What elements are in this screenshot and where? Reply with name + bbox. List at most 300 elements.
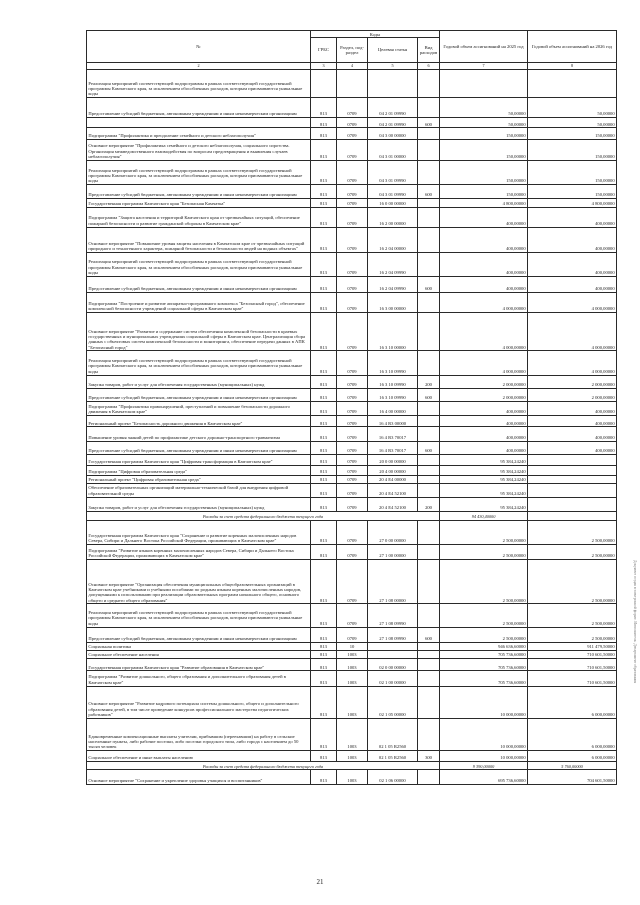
row-grbs: 813 (311, 252, 337, 276)
amount-2026 (528, 69, 617, 97)
document-page (86, 30, 616, 785)
amount-2026: 6 000,00000 (528, 686, 617, 718)
index-cell: 4 (337, 62, 368, 69)
row-target-article: 02 0 00 00000 (368, 659, 418, 671)
row-name: Основное мероприятие "Организация обеспечения муниципальных общеобразовательных организаций в Камчатском крае учебниками и учебными пособиями по родным языкам коренных малочисленных народов, допущенными к использованию при реализации образовательных программ начального общего, основного общего и среднего общего образования" (87, 560, 311, 604)
row-grbs: 813 (311, 604, 337, 627)
amount-2025: 400,00000 (440, 276, 528, 292)
row-target-article: 02 1 05 R2560 (368, 718, 418, 750)
row-grbs: 813 (311, 427, 337, 441)
row-name: Подпрограмма "Развитие языков коренных малочисленных народов Севера, Сибири и Дальнего Востока Российской Федерации, проживающих в Камчатском крае" (87, 545, 311, 560)
row-target-article: 02 1 00 00000 (368, 671, 418, 686)
row-expense-type (418, 520, 440, 544)
amount-2025: 95 384,24240 (440, 484, 528, 497)
row-razdel: 0709 (337, 484, 368, 497)
index-cell: 3 (311, 62, 337, 69)
row-name: Предоставление субсидий бюджетным, автономным учреждениям и иным некоммерческим организациям (87, 276, 311, 292)
table-row (87, 118, 617, 128)
row-razdel: 0709 (337, 252, 368, 276)
row-grbs: 813 (311, 118, 337, 128)
row-target-article: 16 3 10 09990 (368, 351, 418, 375)
amount-2025: 400,00000 (440, 427, 528, 441)
amount-2026: 4 000,00000 (528, 293, 617, 313)
row-target-article: 16 0 00 00000 (368, 199, 418, 208)
row-expense-type (418, 686, 440, 718)
header-codes: Коды (311, 31, 440, 38)
amount-2025: 95 384,24240 (440, 476, 528, 484)
row-expense-type (418, 252, 440, 276)
amount-2026: 2 500,00000 (528, 560, 617, 604)
row-expense-type (418, 642, 440, 650)
amount-2025: 695 736,60000 (440, 770, 528, 784)
amount-2025: 50,00000 (440, 98, 528, 118)
row-razdel: 0709 (337, 208, 368, 227)
amount-2025: 150,00000 (440, 184, 528, 198)
row-expense-type (418, 651, 440, 659)
row-grbs: 813 (311, 671, 337, 686)
table-row (87, 252, 617, 276)
row-name: Социальное обеспечение и иные выплаты населению (87, 750, 311, 761)
row-expense-type (418, 484, 440, 497)
row-expense-type (418, 199, 440, 208)
amount-2026: 2 000,00000 (528, 375, 617, 388)
amount-2025: 4 000,00000 (440, 313, 528, 351)
row-name: Подпрограмма "Развитие дошкольного, общего образования и дополнительного образования детей в Камчатском крае" (87, 671, 311, 686)
row-razdel: 10 (337, 642, 368, 650)
table-row (87, 441, 617, 454)
row-target-article: 16 2 00 00000 (368, 208, 418, 227)
row-name: Единовременные компенсационные выплаты учителям, прибывшим (переехавшим) на работу в сельские населенные пункты, либо рабочие поселки, либо поселки городского типа, либо города с населением до 50 тысяч человек (87, 718, 311, 750)
row-grbs: 813 (311, 208, 337, 227)
amount-2025: 150,00000 (440, 128, 528, 139)
page-number: 21 (316, 878, 324, 886)
budget-table (86, 30, 617, 785)
amount-2026 (528, 454, 617, 465)
row-razdel: 0709 (337, 545, 368, 560)
table-row (87, 128, 617, 139)
amount-2026: 710 601,50000 (528, 651, 617, 659)
row-name: Государственная программа Камчатского края "Развитие образования в Камчатском крае" (87, 659, 311, 671)
row-expense-type (418, 160, 440, 184)
row-name: Закупка товаров, работ и услуг для обеспечения государственных (муниципальных) нужд (87, 497, 311, 511)
table-row (87, 686, 617, 718)
amount-2025: 2 500,00000 (440, 604, 528, 627)
amount-2026: 4 000,00000 (528, 313, 617, 351)
amount-2026: 50,00000 (528, 118, 617, 128)
row-name: Реализация мероприятий соответствующей подпрограммы в рамках соответствующей государственной программы Камчатского края, за исключением обособленных расходов, которым присваиваются уникальные коды (87, 252, 311, 276)
row-grbs: 813 (311, 375, 337, 388)
amount-2025: 95 384,24240 (440, 454, 528, 465)
row-grbs: 813 (311, 484, 337, 497)
amount-2025: 150,00000 (440, 139, 528, 160)
row-razdel: 0709 (337, 160, 368, 184)
header-2025: Годовой объем ассигнований на 2025 год (440, 31, 528, 63)
row-expense-type: 300 (418, 750, 440, 761)
row-razdel (337, 69, 368, 97)
row-razdel: 1003 (337, 651, 368, 659)
amount-2025: 2 500,00000 (440, 560, 528, 604)
amount-2025: 400,00000 (440, 227, 528, 252)
row-grbs: 813 (311, 642, 337, 650)
row-grbs: 813 (311, 545, 337, 560)
amount-2026: 400,00000 (528, 441, 617, 454)
row-target-article: 16 2 04 09990 (368, 276, 418, 292)
row-expense-type (418, 351, 440, 375)
table-row (87, 497, 617, 511)
amount-2025: 94 430,40000 (440, 511, 528, 520)
row-razdel: 1003 (337, 659, 368, 671)
row-expense-type: 600 (418, 388, 440, 401)
row-target-article: 02 1 05 00000 (368, 686, 418, 718)
row-name: Региональный проект "Безопасность дорожного движения в Камчатском крае" (87, 416, 311, 427)
row-target-article: 04 3 00 00000 (368, 128, 418, 139)
table-row (87, 642, 617, 650)
amount-2025: 10 000,00000 (440, 686, 528, 718)
row-name: Основное мероприятие "Профилактика семейного и детского неблагополучия, социального сиротства. Организация межведомственного взаимодействия по вопросам предотвращения и выявления случаев неблагополучия" (87, 139, 311, 160)
row-grbs (311, 69, 337, 97)
table-row (87, 313, 617, 351)
row-razdel: 0709 (337, 497, 368, 511)
row-target-article: 20 4 E4 00000 (368, 476, 418, 484)
amount-2025: 4 800,00000 (440, 199, 528, 208)
row-grbs: 813 (311, 476, 337, 484)
amount-2025: 9 390,00000 (440, 762, 528, 770)
row-name: Реализация мероприятий соответствующей подпрограммы в рамках соответствующей государственной программы Камчатского края, за исключением обособленных расходов, которым присваиваются уникальные коды (87, 160, 311, 184)
row-razdel: 1003 (337, 770, 368, 784)
amount-2026: 150,00000 (528, 128, 617, 139)
table-row (87, 199, 617, 208)
row-expense-type: 200 (418, 497, 440, 511)
row-grbs: 813 (311, 560, 337, 604)
index-cell: 7 (440, 62, 528, 69)
table-row (87, 227, 617, 252)
amount-2026: 710 601,50000 (528, 659, 617, 671)
amount-2025: 95 384,24240 (440, 465, 528, 475)
row-target-article: 20 4 00 00000 (368, 465, 418, 475)
amount-2026: 4 000,00000 (528, 351, 617, 375)
row-grbs: 813 (311, 351, 337, 375)
row-razdel: 0709 (337, 139, 368, 160)
table-row (87, 671, 617, 686)
row-target-article: 16 3 10 09990 (368, 388, 418, 401)
amount-2026: 400,00000 (528, 427, 617, 441)
row-target-article (368, 642, 418, 650)
row-name: Предоставление субсидий бюджетным, автономным учреждениям и иным некоммерческим организациям (87, 184, 311, 198)
margin-note: Документ создан в электронной форме. Исполнитель: Департамент образования (633, 560, 637, 684)
row-target-article: 16 4 R3 00000 (368, 416, 418, 427)
header-razdel: Раздел, под-раздел (337, 38, 368, 62)
table-index-row (87, 62, 617, 69)
row-name: Закупка товаров, работ и услуг для обеспечения государственных (муниципальных) нужд (87, 375, 311, 388)
row-name: Подпрограмма "Защита населения и территорий Камчатского края от чрезвычайных ситуаций, обеспечение пожарной безопасности и развитие гражданской обороны в Камчатском крае" (87, 208, 311, 227)
amount-2026: 710 601,50000 (528, 671, 617, 686)
row-grbs: 813 (311, 184, 337, 198)
row-grbs: 813 (311, 402, 337, 416)
row-name: Государственная программа Камчатского края "Цифровая трансформация в Камчатском крае" (87, 454, 311, 465)
amount-2025: 2 500,00000 (440, 627, 528, 642)
row-grbs: 813 (311, 520, 337, 544)
amount-2026: 150,00000 (528, 184, 617, 198)
header-vr: Вид расходов (418, 38, 440, 62)
row-name: Предоставление субсидий бюджетным, автономным учреждениям и иным некоммерческим организациям (87, 98, 311, 118)
amount-2026 (528, 476, 617, 484)
amount-2025: 400,00000 (440, 208, 528, 227)
amount-2026: 400,00000 (528, 208, 617, 227)
table-row (87, 454, 617, 465)
row-target-article: 27 0 00 00000 (368, 520, 418, 544)
row-razdel: 0709 (337, 441, 368, 454)
row-expense-type (418, 313, 440, 351)
amount-2026: 400,00000 (528, 252, 617, 276)
row-target-article: 16 4 R3 70017 (368, 441, 418, 454)
row-razdel: 0709 (337, 227, 368, 252)
funding-note-text: Расходы за счет средств федерального бюджета текущего года (87, 762, 440, 770)
row-target-article: 27 1 00 00000 (368, 545, 418, 560)
amount-2025: 2 500,00000 (440, 520, 528, 544)
amount-2025: 400,00000 (440, 402, 528, 416)
table-row (87, 402, 617, 416)
row-razdel: 0709 (337, 351, 368, 375)
row-grbs: 813 (311, 454, 337, 465)
table-row (87, 416, 617, 427)
row-target-article: 27 1 08 09990 (368, 627, 418, 642)
row-grbs: 813 (311, 388, 337, 401)
row-razdel: 1003 (337, 686, 368, 718)
row-name: Основное мероприятие "Повышение уровня защиты населения в Камчатском крае от чрезвычайных ситуаций природного и техногенного характера, пожарной безопасности и безопасности людей на водных объектах" (87, 227, 311, 252)
row-name: Подпрограмма "Профилактика правонарушений, преступлений и повышение безопасности дорожного движения в Камчатском крае" (87, 402, 311, 416)
row-grbs: 813 (311, 651, 337, 659)
row-target-article: 27 1 08 00000 (368, 560, 418, 604)
row-expense-type (418, 69, 440, 97)
table-row (87, 208, 617, 227)
amount-2025: 50,00000 (440, 118, 528, 128)
row-razdel: 0709 (337, 520, 368, 544)
row-razdel: 0709 (337, 184, 368, 198)
row-expense-type (418, 659, 440, 671)
amount-2026: 911 479,50000 (528, 642, 617, 650)
row-grbs: 813 (311, 441, 337, 454)
row-expense-type: 600 (418, 441, 440, 454)
row-expense-type (418, 671, 440, 686)
row-expense-type (418, 139, 440, 160)
row-grbs: 813 (311, 128, 337, 139)
table-row (87, 465, 617, 475)
row-target-article: 27 1 08 09990 (368, 604, 418, 627)
row-razdel: 0709 (337, 118, 368, 128)
amount-2026: 400,00000 (528, 276, 617, 292)
table-row (87, 718, 617, 750)
row-name: Предоставление субсидий бюджетным, автономным учреждениям и иным некоммерческим организациям (87, 388, 311, 401)
row-name: Основное мероприятие "Развитие кадрового потенциала системы дошкольного, общего и дополнительного образования детей, в том числе проведение конкурсов профессионального мастерства педагогических работников" (87, 686, 311, 718)
row-razdel: 0709 (337, 98, 368, 118)
table-header-row-1 (87, 31, 617, 38)
table-row (87, 750, 617, 761)
row-expense-type (418, 128, 440, 139)
row-grbs: 813 (311, 227, 337, 252)
row-target-article: 16 4 R3 70017 (368, 427, 418, 441)
amount-2025: 150,00000 (440, 160, 528, 184)
row-grbs: 813 (311, 770, 337, 784)
header-grbs: ГРБС (311, 38, 337, 62)
row-name: Реализация мероприятий соответствующей подпрограммы в рамках соответствующей государственной программы Камчатского края, за исключением обособленных расходов, которым присваиваются уникальные коды (87, 351, 311, 375)
amount-2026 (528, 484, 617, 497)
header-cst: Целевая статья (368, 38, 418, 62)
row-razdel: 0709 (337, 375, 368, 388)
row-expense-type (418, 718, 440, 750)
row-target-article: 04 3 01 09990 (368, 160, 418, 184)
row-razdel: 0709 (337, 465, 368, 475)
row-name: Предоставление субсидий бюджетным, автономным учреждениям и иным некоммерческим организациям (87, 441, 311, 454)
amount-2026: 50,00000 (528, 98, 617, 118)
table-row (87, 98, 617, 118)
row-grbs: 813 (311, 750, 337, 761)
header-2026: Годовой объем ассигнований на 2026 год (528, 31, 617, 63)
table-row (87, 627, 617, 642)
table-row (87, 560, 617, 604)
row-razdel: 1003 (337, 750, 368, 761)
row-name: Реализация мероприятий соответствующей подпрограммы в рамках соответствующей государственной программы Камчатского края, за исключением обособленных расходов, которым присваиваются уникальные коды (87, 604, 311, 627)
table-row (87, 427, 617, 441)
row-target-article: 16 3 10 09990 (368, 375, 418, 388)
amount-2025 (440, 69, 528, 97)
row-razdel: 1003 (337, 671, 368, 686)
amount-2025: 946 636,60000 (440, 642, 528, 650)
row-grbs: 813 (311, 686, 337, 718)
row-expense-type: 200 (418, 375, 440, 388)
row-expense-type (418, 416, 440, 427)
row-grbs: 813 (311, 139, 337, 160)
table-row (87, 276, 617, 292)
row-name: Реализация мероприятий соответствующей подпрограммы в рамках соответствующей государственной программы Камчатского края, за исключением обособленных расходов, которым присваиваются уникальные коды (87, 69, 311, 97)
index-cell: 8 (528, 62, 617, 69)
funding-note-row (87, 511, 617, 520)
amount-2026: 2 500,00000 (528, 627, 617, 642)
table-row (87, 139, 617, 160)
amount-2025: 95 384,24240 (440, 497, 528, 511)
table-body (87, 69, 617, 784)
amount-2026: 2 500,00000 (528, 545, 617, 560)
row-name: Основное мероприятие "Развитие и содержание систем обеспечения комплексной безопасности в краевых государственных и муниципальных учреждениях социальной сферы в Камчатском крае. Централизация сбора данных с объектовых систем комплексной безопасности и мониторинга, обеспечение передачи данных в АПК "Безопасный город" (87, 313, 311, 351)
row-grbs: 813 (311, 416, 337, 427)
row-target-article: 02 1 05 R2560 (368, 750, 418, 761)
row-razdel: 0709 (337, 627, 368, 642)
table-row (87, 545, 617, 560)
amount-2026: 150,00000 (528, 160, 617, 184)
row-expense-type (418, 98, 440, 118)
table-row (87, 388, 617, 401)
funding-note-row (87, 762, 617, 770)
row-grbs: 813 (311, 98, 337, 118)
row-expense-type: 600 (418, 276, 440, 292)
row-grbs: 813 (311, 160, 337, 184)
table-row (87, 375, 617, 388)
row-name: Региональный проект "Цифровая образовательная среда" (87, 476, 311, 484)
table-row (87, 160, 617, 184)
table-row (87, 184, 617, 198)
row-expense-type: 600 (418, 118, 440, 128)
amount-2026: 2 500,00000 (528, 604, 617, 627)
row-name: Государственная программа Камчатского края "Безопасная Камчатка" (87, 199, 311, 208)
row-expense-type (418, 227, 440, 252)
row-grbs: 813 (311, 465, 337, 475)
amount-2025: 4 000,00000 (440, 351, 528, 375)
row-target-article (368, 651, 418, 659)
row-razdel: 1003 (337, 718, 368, 750)
row-expense-type (418, 465, 440, 475)
row-target-article: 04 3 01 00000 (368, 139, 418, 160)
row-grbs: 813 (311, 199, 337, 208)
row-target-article: 16 4 00 00000 (368, 402, 418, 416)
row-name: Повышение уровня знаний детей по профилактике детского дорожно-транспортного травматизма (87, 427, 311, 441)
amount-2026: 5 760,00000 (528, 762, 617, 770)
amount-2026: 400,00000 (528, 227, 617, 252)
table-row (87, 351, 617, 375)
row-expense-type (418, 476, 440, 484)
row-razdel: 0709 (337, 416, 368, 427)
row-name: Государственная программа Камчатского края "Сохранение и развитие коренных малочисленных народов Севера, Сибири и Дальнего Востока Российской Федерации, проживающих в Камчатском крае" (87, 520, 311, 544)
row-expense-type (418, 560, 440, 604)
amount-2025: 10 000,00000 (440, 750, 528, 761)
amount-2026 (528, 465, 617, 475)
row-name: Обеспечение образовательных организаций материально-технической базой для внедрения цифровой образовательной среды (87, 484, 311, 497)
row-expense-type (418, 604, 440, 627)
amount-2026: 6 000,00000 (528, 718, 617, 750)
amount-2026 (528, 511, 617, 520)
row-razdel: 0709 (337, 402, 368, 416)
row-grbs: 813 (311, 293, 337, 313)
amount-2025: 4 000,00000 (440, 293, 528, 313)
row-target-article (368, 69, 418, 97)
amount-2026: 704 601,50000 (528, 770, 617, 784)
row-name: Основное мероприятие "Сохранение и укрепление здоровья учащихся и воспитанников" (87, 770, 311, 784)
amount-2026: 2 500,00000 (528, 520, 617, 544)
row-target-article: 04 3 01 09990 (368, 184, 418, 198)
row-grbs: 813 (311, 313, 337, 351)
row-expense-type (418, 454, 440, 465)
row-razdel: 0709 (337, 427, 368, 441)
row-name (87, 118, 311, 128)
row-expense-type (418, 427, 440, 441)
row-name: Социальное обеспечение населения (87, 651, 311, 659)
amount-2025: 400,00000 (440, 441, 528, 454)
row-expense-type (418, 402, 440, 416)
amount-2025: 2 000,00000 (440, 375, 528, 388)
amount-2025: 2 000,00000 (440, 388, 528, 401)
table-row (87, 520, 617, 544)
table-row (87, 659, 617, 671)
table-row (87, 293, 617, 313)
row-expense-type (418, 545, 440, 560)
row-razdel: 0709 (337, 560, 368, 604)
row-name: Подпрограмма "Профилактика и преодоление семейного и детского неблагополучия" (87, 128, 311, 139)
amount-2026: 6 000,00000 (528, 750, 617, 761)
row-name: Предоставление субсидий бюджетным, автономным учреждениям и иным некоммерческим организациям (87, 627, 311, 642)
row-expense-type (418, 293, 440, 313)
row-grbs: 813 (311, 497, 337, 511)
table-row (87, 651, 617, 659)
amount-2025: 400,00000 (440, 252, 528, 276)
row-expense-type (418, 208, 440, 227)
row-grbs: 813 (311, 276, 337, 292)
row-razdel: 0709 (337, 199, 368, 208)
row-razdel: 0709 (337, 476, 368, 484)
amount-2025: 705 736,60000 (440, 671, 528, 686)
row-razdel: 0709 (337, 454, 368, 465)
row-target-article: 20 0 00 00000 (368, 454, 418, 465)
row-expense-type (418, 770, 440, 784)
row-target-article: 02 1 06 00000 (368, 770, 418, 784)
row-razdel: 0709 (337, 388, 368, 401)
